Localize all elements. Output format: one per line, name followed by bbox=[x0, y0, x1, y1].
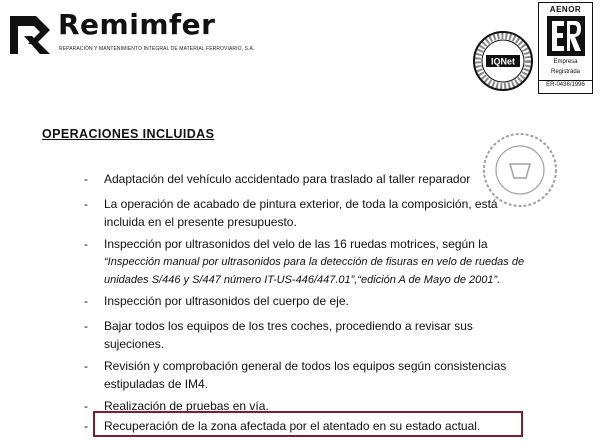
list-dash: - bbox=[84, 359, 88, 373]
aenor-line1: Empresa bbox=[553, 59, 578, 65]
brand-tagline: REPARACIÓN Y MANTENIMIENTO INTEGRAL DE MATERIAL FERROVIARIO, S.A. bbox=[59, 46, 255, 52]
iqnet-label: IQNet bbox=[490, 56, 516, 67]
item-line: sujeciones. bbox=[104, 337, 165, 351]
list-dash: - bbox=[84, 197, 88, 211]
list-item bbox=[104, 358, 564, 392]
section-heading: OPERACIONES INCLUIDAS bbox=[42, 127, 215, 141]
list-item bbox=[104, 196, 564, 230]
list-dash: - bbox=[84, 399, 88, 413]
item-line-italic: unidades S/446 y S/447 número IT-US-446/447.01”,“edición A de Mayo de 2001”. bbox=[104, 274, 501, 286]
item-line: Revisión y comprobación general de todos los equipos según consistencias bbox=[104, 359, 507, 373]
aenor-label: AENOR bbox=[549, 5, 582, 14]
item-line: Recuperación de la zona afectada por el atentado en su estado actual. bbox=[104, 419, 481, 433]
item-line: incluida en el presente presupuesto. bbox=[104, 215, 297, 229]
list-item bbox=[104, 318, 564, 352]
list-dash: - bbox=[84, 419, 88, 433]
list-item bbox=[104, 293, 564, 309]
list-dash: - bbox=[84, 294, 88, 308]
highlight-box bbox=[93, 411, 523, 437]
list-item bbox=[104, 171, 564, 187]
list-dash: - bbox=[84, 172, 88, 186]
item-line: Adaptación del vehículo accidentado para traslado al taller reparador bbox=[104, 172, 471, 186]
item-line: Inspección por ultrasonidos del cuerpo de eje. bbox=[104, 294, 349, 308]
list-item bbox=[104, 236, 564, 288]
list-dash: - bbox=[84, 237, 88, 251]
list-dash: - bbox=[84, 319, 88, 333]
item-line: La operación de acabado de pintura exterior, de toda la composición, está bbox=[104, 197, 498, 211]
item-line: Realización de pruebas en vía. bbox=[104, 399, 269, 413]
aenor-line2: Registrada bbox=[550, 69, 580, 75]
item-line-italic: “Inspección manual por ultrasonidos para la detección de fisuras en velo de ruedas de bbox=[104, 256, 525, 268]
brand-name: Remimfer bbox=[58, 8, 216, 41]
aenor-code: ER-0436/1996 bbox=[539, 80, 592, 88]
item-line: Inspección por ultrasonidos del velo de las 16 ruedas motrices, según la bbox=[104, 237, 488, 251]
item-line: Bajar todos los equipos de los tres coches, procediendo a revisar sus bbox=[104, 319, 473, 333]
item-line: estipuladas de IM4. bbox=[104, 377, 209, 391]
